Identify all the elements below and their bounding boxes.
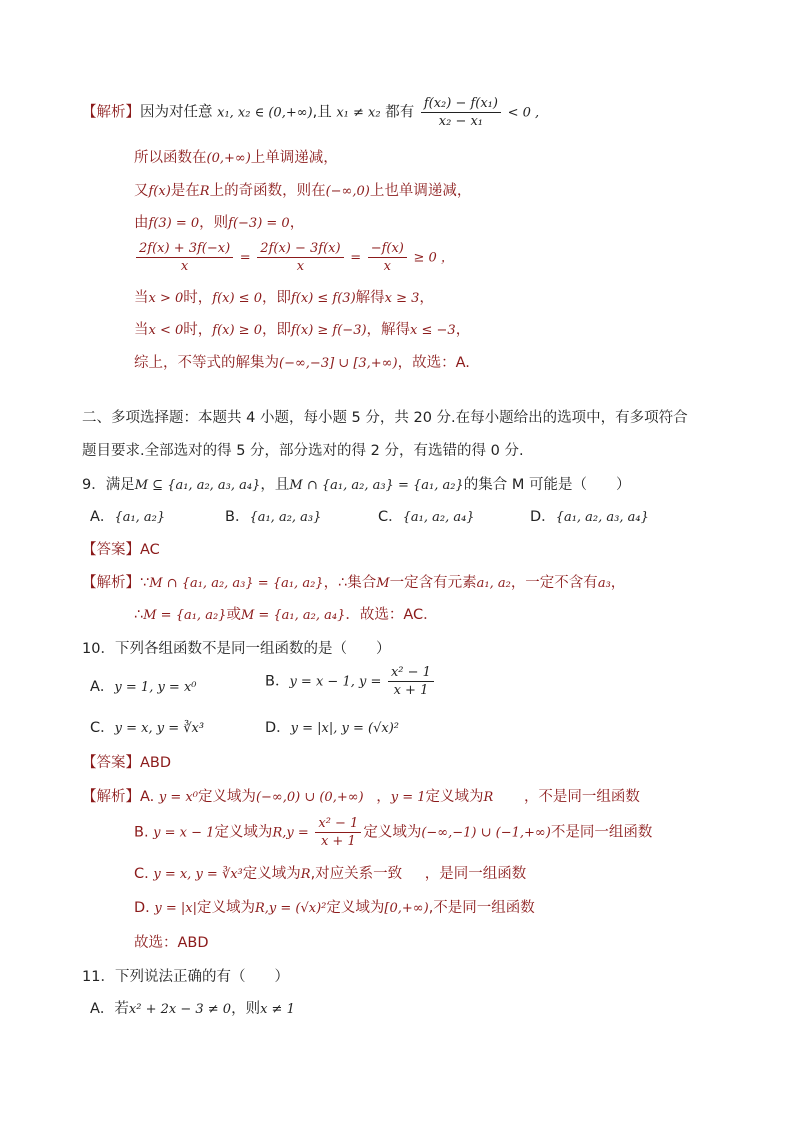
q8-solution-line-6 bbox=[134, 287, 434, 310]
option-label: C． bbox=[378, 509, 403, 525]
q10-solution-d bbox=[134, 897, 535, 920]
text: 定义域为 bbox=[363, 824, 422, 841]
math: x ≥ 3 bbox=[384, 291, 420, 306]
q10-stem: 10．下列各组函数不是同一组函数的是（ ） bbox=[82, 641, 391, 657]
math: R bbox=[300, 867, 311, 882]
math: y = x − 1 bbox=[153, 825, 215, 841]
text: D. bbox=[134, 900, 150, 916]
text: ，∴集合 bbox=[323, 575, 377, 591]
option-label: D． bbox=[265, 720, 291, 736]
fraction bbox=[136, 240, 233, 275]
math: y = 1 bbox=[390, 790, 426, 805]
equals: = bbox=[239, 250, 251, 266]
numerator: −f(x) bbox=[368, 240, 407, 258]
numerator: x² − 1 bbox=[388, 664, 434, 682]
section-heading-line-2: 题目要求.全部选对的得 5 分，部分选对的得 2 分，有选错的得 0 分. bbox=[82, 443, 524, 459]
text: ，是同一组函数 bbox=[424, 866, 527, 882]
math: f(3) = 0 bbox=[148, 216, 200, 231]
math: M ⊆ {a₁, a₂, a₃, a₄} bbox=[134, 478, 261, 493]
q9-solution-line-1 bbox=[82, 572, 625, 595]
text: 一定含有元素 bbox=[389, 575, 477, 591]
q10-answer bbox=[82, 752, 171, 774]
math: f(x) bbox=[148, 184, 171, 199]
text: 定义域为 bbox=[196, 900, 255, 916]
option-label: B． bbox=[225, 509, 250, 525]
q8-solution-line-5 bbox=[134, 240, 454, 275]
text: ,对应关系一致 bbox=[310, 866, 403, 882]
q9-answer bbox=[82, 539, 160, 561]
text: 解得 bbox=[355, 290, 385, 306]
text: ，即 bbox=[261, 290, 291, 306]
numerator: 2f(x) + 3f(−x) bbox=[136, 240, 233, 258]
text: 由 bbox=[134, 215, 149, 231]
math: R bbox=[272, 825, 283, 841]
math: y = (√x)² bbox=[268, 901, 327, 916]
text: ，故选：A. bbox=[397, 355, 470, 371]
q9-stem bbox=[82, 474, 630, 497]
math: (−∞,−1) ∪ (−1,+∞) bbox=[421, 825, 551, 841]
denominator: x bbox=[180, 259, 189, 274]
text: ，解得 bbox=[366, 322, 411, 338]
fraction bbox=[421, 95, 501, 130]
text: A. bbox=[140, 789, 155, 805]
math: y = 1, y = x⁰ bbox=[114, 680, 197, 695]
q11-option-a bbox=[90, 998, 295, 1021]
math: y = |x| bbox=[154, 901, 197, 916]
text: ， bbox=[610, 575, 626, 591]
numerator: f(x₂) − f(x₁) bbox=[421, 95, 501, 113]
text: ，则 bbox=[199, 215, 229, 231]
solution-tag: 【解析】 bbox=[82, 104, 140, 121]
text: 定义域为 bbox=[214, 824, 273, 841]
text: 又 bbox=[134, 183, 149, 199]
text: 9．满足 bbox=[82, 477, 135, 493]
text: 定义域为 bbox=[326, 900, 385, 916]
math: M ∩ {a₁, a₂, a₃} = {a₁, a₂} bbox=[289, 478, 464, 493]
text: ,且 bbox=[312, 104, 332, 121]
q9-option-b bbox=[225, 506, 321, 529]
math: y = x⁰ bbox=[158, 790, 198, 805]
math: , bbox=[264, 901, 269, 916]
math: y = x − 1, y = bbox=[289, 674, 382, 690]
q10-solution-c bbox=[134, 863, 526, 886]
text: 当 bbox=[134, 290, 149, 306]
math: f(x) ≥ f(−3) bbox=[290, 323, 367, 338]
text: 上单调递减， bbox=[250, 150, 338, 166]
text: ， bbox=[289, 215, 305, 231]
text: ， bbox=[419, 290, 434, 306]
text: ，即 bbox=[261, 322, 291, 338]
text: 定义域为 bbox=[425, 789, 484, 805]
text: ．故选：AC． bbox=[345, 607, 438, 623]
math: y = |x|, y = (√x)² bbox=[290, 721, 400, 736]
option-label: C． bbox=[90, 720, 115, 736]
math: f(x) ≥ 0 bbox=[212, 323, 262, 338]
denominator: x bbox=[383, 259, 391, 274]
text: 是在 bbox=[170, 183, 200, 199]
q8-solution-line-4 bbox=[134, 212, 304, 235]
text: ，且 bbox=[260, 477, 290, 493]
option-label: B． bbox=[265, 673, 290, 690]
denominator: x + 1 bbox=[393, 683, 429, 698]
text: 时， bbox=[183, 290, 213, 306]
math: a₁, a₂ bbox=[476, 576, 511, 591]
math: x ≤ −3 bbox=[410, 323, 456, 338]
text: B. bbox=[134, 824, 149, 841]
answer-tag: 【答案】 bbox=[82, 542, 140, 558]
math: (−∞,−3] ∪ [3,+∞) bbox=[279, 356, 398, 371]
equals: = bbox=[350, 250, 362, 266]
math: {a₁, a₂, a₄} bbox=[402, 510, 475, 525]
text: 定义域为 bbox=[197, 789, 256, 805]
math: x ≠ 1 bbox=[260, 1002, 295, 1017]
option-label: A． bbox=[90, 679, 115, 695]
option-label: A．若 bbox=[90, 1001, 129, 1017]
text: 所以函数在 bbox=[134, 150, 207, 166]
math: y = x, y = ∛x³ bbox=[114, 721, 205, 736]
numerator: x² − 1 bbox=[315, 815, 361, 833]
text: 上的奇函数，则在 bbox=[209, 183, 326, 199]
math: [0,+∞) bbox=[384, 901, 429, 916]
text: ，不是同一组函数 bbox=[523, 789, 640, 805]
math: R bbox=[254, 901, 265, 916]
math: x² + 2x − 3 ≠ 0 bbox=[128, 1002, 232, 1017]
math: y = x, y = ∛x³ bbox=[153, 867, 243, 882]
q10-solution-b bbox=[134, 815, 652, 850]
q9-option-c bbox=[378, 506, 475, 529]
math: {a₁, a₂} bbox=[114, 510, 166, 525]
denominator: x₂ − x₁ bbox=[438, 114, 484, 129]
math: ≥ 0 ， bbox=[413, 250, 454, 266]
text: 因为对任意 bbox=[140, 104, 213, 121]
numerator: 2f(x) − 3f(x) bbox=[257, 240, 343, 258]
math: {a₁, a₂, a₃} bbox=[249, 510, 322, 525]
q8-solution-line-7 bbox=[134, 319, 470, 342]
text: 的集合 M 可能是（ ） bbox=[463, 477, 631, 493]
q9-option-a bbox=[90, 506, 165, 529]
math: (0,+∞) bbox=[206, 151, 251, 166]
math: R bbox=[483, 790, 494, 805]
math: f(−3) = 0 bbox=[228, 216, 290, 231]
math: x₁, x₂ ∈ (0,+∞) bbox=[217, 105, 313, 121]
text: 都有 bbox=[385, 104, 415, 121]
math: y = bbox=[286, 825, 309, 841]
math: x < 0 bbox=[148, 323, 184, 338]
math: a₃ bbox=[597, 576, 611, 591]
option-label: A． bbox=[90, 509, 115, 525]
fraction bbox=[368, 240, 407, 275]
math: f(x) ≤ 0 bbox=[212, 291, 262, 306]
fraction bbox=[257, 240, 343, 275]
fraction bbox=[315, 815, 361, 850]
math: {a₁, a₂, a₃, a₄} bbox=[555, 510, 649, 525]
q8-solution-line-1 bbox=[82, 95, 539, 130]
text: 综上，不等式的解集为 bbox=[134, 355, 279, 371]
text: 定义域为 bbox=[242, 866, 301, 882]
math: R bbox=[199, 184, 210, 199]
text: 不是同一组函数 bbox=[550, 824, 653, 841]
math: M = {a₁, a₂, a₄} bbox=[240, 608, 346, 623]
text: ，一定不含有 bbox=[510, 575, 598, 591]
q10-solution-final: 故选：ABD bbox=[134, 935, 209, 951]
text: ∴ bbox=[134, 607, 144, 623]
math: M ∩ {a₁, a₂, a₃} = {a₁, a₂} bbox=[149, 576, 324, 591]
q10-solution-a bbox=[82, 786, 640, 809]
q10-option-d bbox=[265, 717, 399, 740]
q10-option-b bbox=[265, 664, 436, 699]
fraction bbox=[388, 664, 434, 699]
math: M = {a₁, a₂} bbox=[143, 608, 227, 623]
text: ， bbox=[455, 322, 471, 338]
math: x > 0 bbox=[148, 291, 184, 306]
text: 或 bbox=[226, 607, 241, 623]
math: (−∞,0) bbox=[325, 184, 370, 199]
text: ，则 bbox=[231, 1001, 261, 1017]
solution-tag: 【解析】 bbox=[82, 789, 140, 805]
answer-value: ABD bbox=[140, 755, 172, 771]
q9-solution-line-2 bbox=[134, 604, 438, 627]
text: 时， bbox=[183, 322, 213, 338]
text: ∵ bbox=[140, 575, 150, 591]
denominator: x bbox=[296, 259, 305, 274]
math: (−∞,0) ∪ (0,+∞) bbox=[255, 790, 364, 805]
text: 上也单调递减， bbox=[369, 183, 472, 199]
section-heading-line-1: 二、多项选择题：本题共 4 小题，每小题 5 分，共 20 分.在每小题给出的选项中，有多项符合 bbox=[82, 410, 688, 426]
q10-option-c bbox=[90, 717, 204, 740]
option-label: D． bbox=[530, 509, 556, 525]
text: ， bbox=[376, 789, 391, 805]
q11-stem: 11．下列说法正确的有（ ） bbox=[82, 969, 289, 985]
math: , bbox=[282, 825, 287, 841]
q8-solution-line-2 bbox=[134, 147, 338, 170]
math: x₁ ≠ x₂ bbox=[336, 105, 381, 121]
answer-value: AC bbox=[140, 542, 160, 558]
math: < 0 , bbox=[507, 105, 540, 121]
q9-option-d bbox=[530, 506, 649, 529]
math: M bbox=[376, 576, 390, 591]
math: f(x) ≤ f(3) bbox=[290, 291, 356, 306]
text: ,不是同一组函数 bbox=[428, 900, 535, 916]
q8-solution-line-3 bbox=[134, 180, 471, 203]
denominator: x + 1 bbox=[320, 834, 356, 849]
text: 当 bbox=[134, 322, 149, 338]
q8-solution-line-8 bbox=[134, 352, 470, 375]
answer-tag: 【答案】 bbox=[82, 755, 140, 771]
text: C. bbox=[134, 866, 149, 882]
q10-option-a bbox=[90, 676, 197, 699]
solution-tag: 【解析】 bbox=[82, 575, 140, 591]
